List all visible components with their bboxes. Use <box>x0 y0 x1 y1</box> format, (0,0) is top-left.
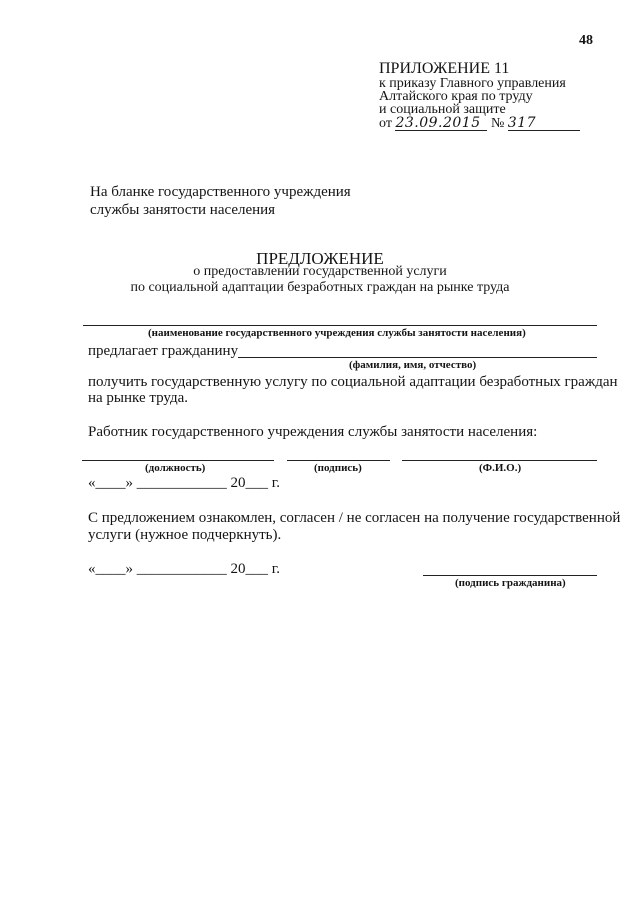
date-prefix: от <box>379 116 392 131</box>
institution-field-line[interactable] <box>83 325 597 326</box>
position-field-line[interactable] <box>82 460 274 461</box>
signature-field-line[interactable] <box>287 460 390 461</box>
appendix-line-1: к приказу Главного управления <box>379 76 566 91</box>
appendix-date-line <box>379 116 580 131</box>
worker-label: Работник государственного учреждения службы занятости населения: <box>88 424 538 440</box>
page-number: 48 <box>579 33 593 48</box>
offer-text-line-2: на рынке труда. <box>88 390 188 406</box>
name-field-line[interactable] <box>402 460 597 461</box>
institution-caption: (наименование государственного учреждения службы занятости населения) <box>148 327 526 339</box>
appendix-line-2: Алтайского края по труду <box>379 89 533 104</box>
citizen-name-field-line[interactable] <box>238 357 597 358</box>
position-caption: (должность) <box>145 462 206 474</box>
appendix-header <box>379 60 580 131</box>
citizen-signature-caption: (подпись гражданина) <box>455 577 566 589</box>
document-subtitle-2: по социальной адаптации безработных граждан на рынке труда <box>130 280 510 295</box>
handwritten-number: 317 <box>508 116 580 131</box>
signature-caption: (подпись) <box>314 462 362 474</box>
document-title: ПРЕДЛОЖЕНИЕ <box>256 249 384 268</box>
blank-note-line-1: На бланке государственного учреждения <box>90 184 351 200</box>
offer-text-line-1: получить государственную услугу по социальной адаптации безработных граждан <box>88 374 618 390</box>
handwritten-date: 23.09.2015 <box>395 116 487 131</box>
blank-note-line-2: службы занятости населения <box>90 202 276 218</box>
date-line-2: «____» ____________ 20___ г. <box>88 561 280 577</box>
ack-text-line-2: услуги (нужное подчеркнуть). <box>88 527 282 543</box>
ack-text-line-1: С предложением ознакомлен, согласен / не согласен на получение государственной <box>88 510 621 526</box>
fio-caption: (фамилия, имя, отчество) <box>349 359 477 371</box>
appendix-line-3: и социальной защите <box>379 102 506 117</box>
date-line-1: «____» ____________ 20___ г. <box>88 475 280 491</box>
appendix-title: ПРИЛОЖЕНИЕ 11 <box>379 60 510 77</box>
offers-label: предлагает гражданину <box>88 343 239 359</box>
number-sign: № <box>490 116 505 131</box>
blank-note <box>90 183 351 219</box>
name-caption: (Ф.И.О.) <box>479 462 522 474</box>
citizen-signature-field-line[interactable] <box>423 575 597 576</box>
document-subtitle-1: о предоставлении государственной услуги <box>193 264 447 279</box>
